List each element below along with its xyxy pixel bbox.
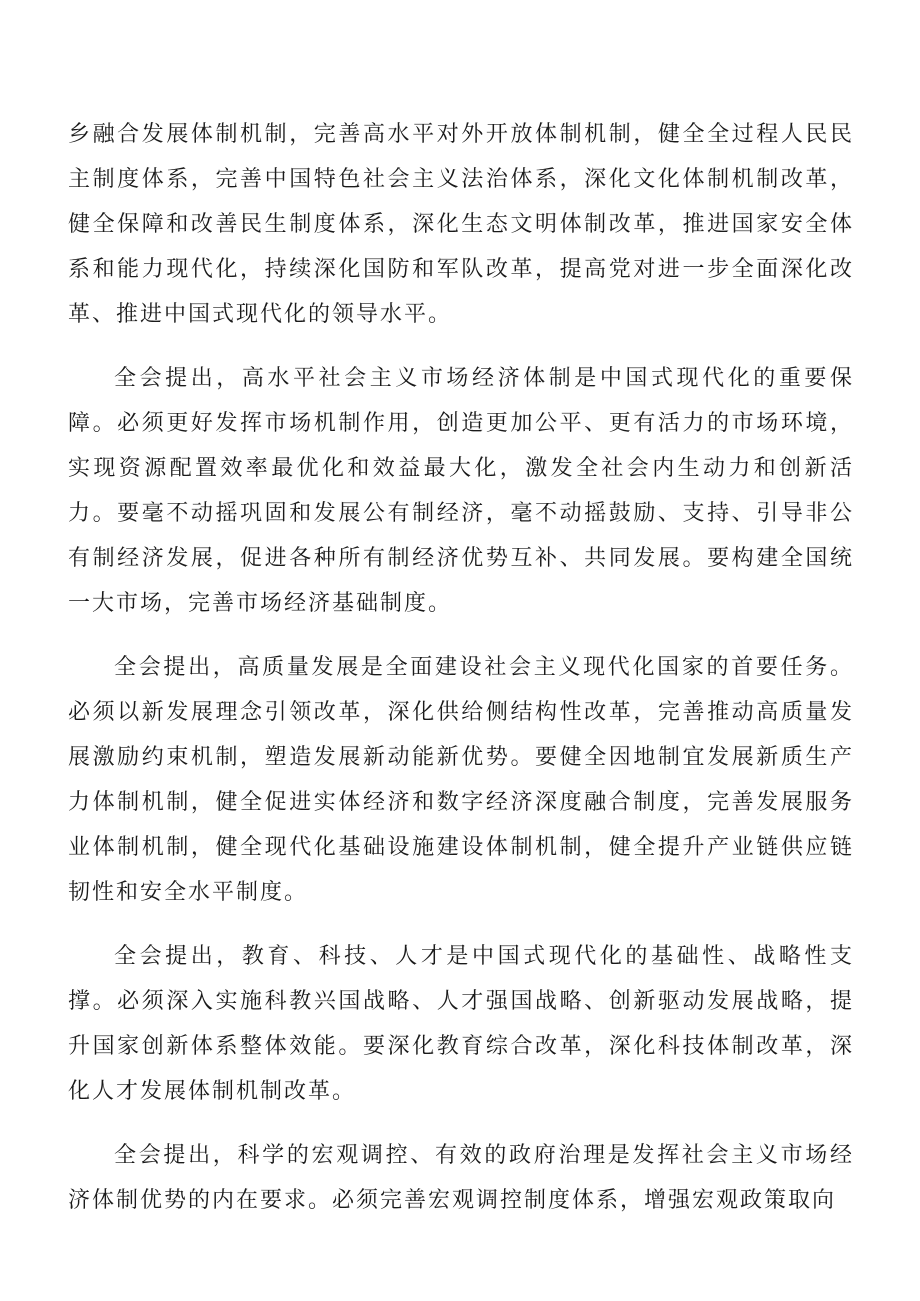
document-page (68, 112, 854, 1242)
paragraph-market-economy: 全会提出，高水平社会主义市场经济体制是中国式现代化的重要保障。必须更好发挥市场机制作用，创造更加公平、更有活力的市场环境，实现资源配置效率最优化和效益最大化，激发全社会内生动力和创新活力。要毫不动摇巩固和发展公有制经济，毫不动摇鼓励、支持、引导非公有制经济发展，促进各种所有制经济优势互补、共同发展。要构建全国统一大市场，完善市场经济基础制度。 (68, 366, 854, 616)
paragraph-macro-regulation: 全会提出，科学的宏观调控、有效的政府治理是发挥社会主义市场经济体制优势的内在要求。必须完善宏观调控制度体系，增强宏观政策取向 (68, 1143, 854, 1213)
paragraph-education-science-talent: 全会提出，教育、科技、人才是中国式现代化的基础性、战略性支撑。必须深入实施科教兴国战略、人才强国战略、创新驱动发展战略，提升国家创新体系整体效能。要深化教育综合改革，深化科技体制改革，深化人才发展体制机制改革。 (68, 944, 854, 1104)
paragraph-continued: 乡融合发展体制机制，完善高水平对外开放体制机制，健全全过程人民民主制度体系，完善中国特色社会主义法治体系，深化文化体制机制改革，健全保障和改善民生制度体系，深化生态文明体制改革，推进国家安全体系和能力现代化，持续深化国防和军队改革，提高党对进一步全面深化改革、推进中国式现代化的领导水平。 (68, 122, 854, 327)
paragraph-high-quality-development: 全会提出，高质量发展是全面建设社会主义现代化国家的首要任务。必须以新发展理念引领改革，深化供给侧结构性改革，完善推动高质量发展激励约束机制，塑造发展新动能新优势。要健全因地制宜发展新质生产力体制机制，健全促进实体经济和数字经济深度融合制度，完善发展服务业体制机制，健全现代化基础设施建设体制机制，健全提升产业链供应链韧性和安全水平制度。 (68, 655, 854, 905)
